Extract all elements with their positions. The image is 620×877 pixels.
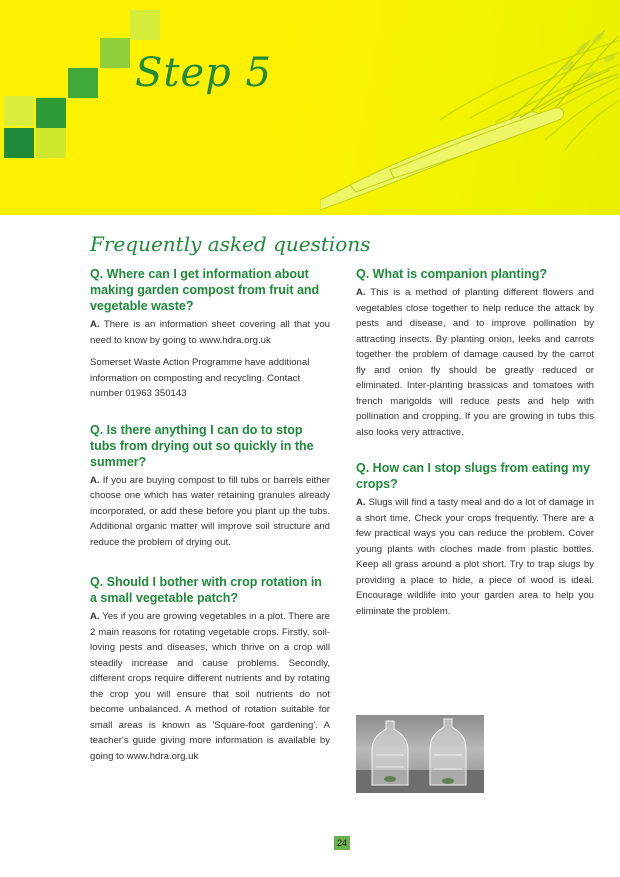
faq-item	[90, 574, 330, 764]
faq-item	[356, 460, 594, 619]
faq-item	[356, 266, 594, 440]
header-banner	[0, 0, 620, 215]
answer-prefix: A.	[90, 611, 100, 622]
faq-question: Q. How can I stop slugs from eating my crops?	[356, 461, 591, 491]
faq-question: Q. Should I bother with crop rotation in a small vegetable patch?	[90, 575, 322, 605]
faq-answer	[356, 495, 594, 619]
faq-extra-info: Somerset Waste Action Programme have additional information on composting and recycling. Contact number 01963 350143	[90, 357, 310, 399]
step-title: Step 5	[135, 50, 272, 96]
answer-prefix: A.	[90, 474, 100, 486]
carrots-illustration	[320, 0, 620, 215]
green-square-decoration	[4, 96, 34, 126]
right-column	[356, 266, 594, 633]
answer-text: If you are buying compost to fill tubs or barrels either choose one which has water retaining granules already incorporated, or add these before you plant up the tubs. Additional organic matter will improve soil structure and reduce the problem of drying out.	[90, 474, 330, 548]
green-square-decoration	[68, 68, 98, 98]
faq-answer	[90, 473, 330, 551]
green-square-decoration	[130, 10, 160, 40]
answer-text: Slugs will find a tasty meal and do a lot of damage in a short time. Check your crops frequently. There are a few practical ways you can reduce the problem. Cover young plants with cloches made from plastic bottles. Keep all grass around a plot short. Try to trap slugs by providing a place to hide, a piece of wood is ideal. Encourage wildlife into your garden area to help you eliminate the problem.	[356, 497, 594, 617]
bottle-cloches-photo	[356, 715, 484, 793]
faq-question: Q. Is there anything I can do to stop tubs from drying out so quickly in the summer?	[90, 422, 314, 469]
faq-answer	[90, 609, 330, 764]
answer-text: There is an information sheet covering all that you need to know by going to www.hdra.org.uk	[90, 319, 330, 346]
answer-text: This is a method of planting different flowers and vegetables close together to help reduce the attack by pests and disease, and to improve pollination by attracting insects. By planting onion, leeks and carrots together the problem of damage caused by the carrot fly and onion fly should be greatly reduced or eliminated. Inter-planting brassicas and tomatoes with french marigolds will reduce pests and help with pollination and cropping. If you are growing in tubs this also looks very attractive.	[356, 287, 594, 438]
green-square-decoration	[100, 38, 130, 68]
faq-item	[90, 422, 330, 551]
answer-text: Yes if you are growing vegetables in a plot. There are 2 main reasons for rotating vegetable crops. Firstly, soil-loving pests and diseases, which thrive on a crop will steadily increase and cause problems. Secondly, different crops require different nutrients and by rotating the crop you will ensure that soil nutrients do not become unbalanced. A method of rotation suitable for small areas is known as 'Square-foot gardening'. A teacher's guide giving more information is available by going to www.hdra.org.uk	[90, 611, 330, 762]
answer-prefix: A.	[90, 319, 100, 330]
answer-prefix: A.	[356, 497, 366, 508]
bottles-image	[356, 715, 484, 793]
left-column	[90, 266, 330, 778]
page-number: 24	[334, 836, 350, 850]
faq-question: Q. What is companion planting?	[356, 267, 547, 281]
answer-prefix: A.	[356, 287, 366, 298]
faq-item	[90, 266, 330, 402]
green-square-decoration	[36, 128, 66, 158]
faq-answer	[90, 317, 330, 348]
green-square-decoration	[4, 128, 34, 158]
faq-question: Q. Where can I get information about making garden compost from fruit and vegetable waste?	[90, 267, 320, 313]
faq-answer	[356, 285, 594, 440]
section-heading: Frequently asked questions	[90, 232, 371, 256]
green-square-decoration	[36, 98, 66, 128]
